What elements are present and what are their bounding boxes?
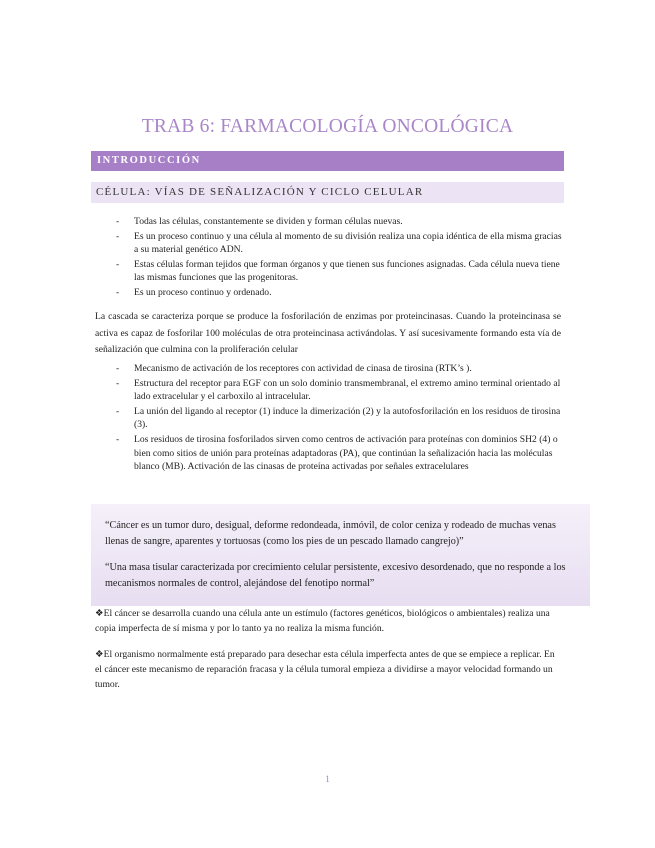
section-header-label: INTRODUCCIÓN <box>97 155 201 166</box>
quote-box <box>91 504 590 606</box>
list-item: - Es un proceso continuo y ordenado. <box>116 286 272 298</box>
bullet-list-rtk <box>95 362 565 475</box>
bullet-marker: - <box>116 258 120 270</box>
list-item: - Mecanismo de activación de los receptores con actividad de cinasa de tirosina (RTK’s ). <box>116 363 472 374</box>
list-item: - Todas las células, constantemente se dividen y forman células nuevas. <box>116 216 403 227</box>
bullet-marker: - <box>116 216 120 227</box>
bullet-marker: - <box>116 405 120 417</box>
paragraph-cascade: La cascada se caracteriza porque se produce la fosforilación de enzimas por proteincinasas. Cuando la proteincinasa se activa es capaz de fosforilar 100 moléculas de otra proteincinasa activándolas. Y así sucesivamente formando esta vía de señalización que culmina con la proliferación celular <box>95 311 561 355</box>
page-number: 1 <box>325 774 330 785</box>
subsection-header-label: CÉLULA: VÍAS DE SEÑALIZACIÓN Y CICLO CELULAR <box>96 186 424 198</box>
bullet-marker: - <box>116 286 120 298</box>
page-title: TRAB 6: FARMACOLOGÍA ONCOLÓGICA <box>141 116 514 137</box>
list-item: - Estas células forman tejidos que forman órganos y que tienen sus funciones asignadas. Cada célula nueva tiene las mismas funciones que las progenitoras. <box>116 258 560 284</box>
bullet-marker: - <box>116 377 120 389</box>
quote-definition-1: “Cáncer es un tumor duro, desigual, deforme redondeada, inmóvil, de color ceniza y rodeado de muchas venas llenas de sangre, aparentes y tortuosas (como los pies de un pescado llamado cangrejo)” <box>105 520 556 547</box>
list-item: - Es un proceso continuo y una célula al momento de su división realiza una copia idéntica de ella misma gracias a su material genético ADN. <box>116 230 562 256</box>
quote-definition-2: “Una masa tisular caracterizada por crecimiento celular persistente, excesivo desordenado, que no responde a los mecanismos normales de control, alejándose del fenotipo normal” <box>105 562 566 589</box>
list-item: - La unión del ligando al receptor (1) induce la dimerización (2) y la autofosforilación en los residuos de tirosina (3). <box>116 405 561 431</box>
bullet-marker: - <box>116 433 120 445</box>
list-item: - Los residuos de tirosina fosforilados sirven como centros de activación para proteínas con dominios SH2 (4) o bien como sitios de unión para proteínas adaptadoras (PA), que continúan la señalización hacia las moléculas blanco (MB). Activación de las cinasas de proteína activadas por señales extracelulares <box>116 433 558 473</box>
bullet-marker: - <box>116 230 120 242</box>
subsection-header-celula <box>91 182 564 203</box>
bullet-list-cell-division <box>95 215 565 301</box>
list-item: - Estructura del receptor para EGF con un solo dominio transmembranal, el extremo amino terminal orientado al lado extracelular y el carboxilo al intracelular. <box>116 377 561 403</box>
bullet-marker: - <box>116 363 120 374</box>
section-header-introduccion <box>91 151 564 171</box>
diamond-paragraph-1: ❖El cáncer se desarrolla cuando una célula ante un estímulo (factores genéticos, biológicos o ambientales) realiza una copia imperfecta de sí misma y por lo tanto ya no realiza la misma función. <box>95 608 550 635</box>
diamond-paragraph-2: ❖El organismo normalmente está preparado para desechar esta célula imperfecta antes de que se empiece a replicar. En el cáncer este mecanismo de reparación fracasa y la célula tumoral empieza a dividirse a mayor velocidad formando un tumor. <box>95 649 555 691</box>
